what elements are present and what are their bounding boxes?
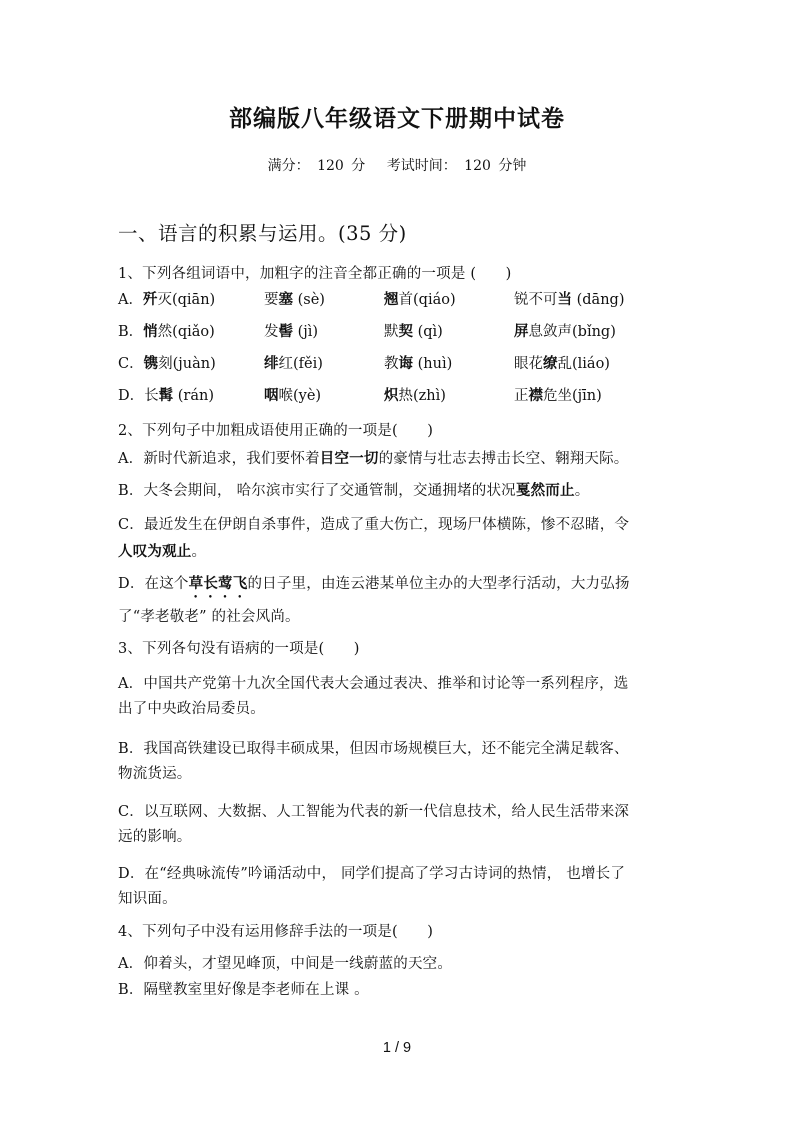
q1-b-item-4: 屏息敛声(bǐng)	[514, 323, 616, 340]
q3-option-a-line-1: A．中国共产党第十九次全国代表大会通过表决、推举和讨论等一系列程序，选	[118, 676, 629, 692]
q1-d-item-1: D．长髯 (rán)	[118, 387, 214, 404]
q1-b-item-2: 发髻 (jì)	[264, 323, 319, 340]
q2-option-c-line-2: 人叹为观止。	[118, 543, 207, 560]
section-heading: 一、语言的积累与运用。(35 分)	[118, 222, 407, 245]
q3-option-b-line-2: 物流货运。	[118, 766, 192, 782]
q1-b-item-1: B．悄然(qiǎo)	[118, 323, 215, 340]
q1-c-item-1: C．镌刻(juàn)	[118, 355, 216, 372]
question-1-stem: 1、下列各组词语中，加粗字的注音全都正确的一项是 ( )	[118, 266, 512, 282]
q1-b-item-3: 默契 (qì)	[384, 323, 443, 340]
q1-a-item-2: 要塞 (sè)	[264, 291, 325, 308]
q2-option-b: B．大冬会期间， 哈尔滨市实行了交通管制，交通拥堵的状况戛然而止。	[118, 482, 590, 499]
q3-option-d-line-1: D．在“经典咏流传”吟诵活动中， 同学们提高了学习古诗词的热情， 也增长了	[118, 866, 626, 882]
q2-option-d-line-2: 了“孝老敬老” 的社会风尚。	[118, 609, 300, 625]
question-4-stem: 4、下列句子中没有运用修辞手法的一项是( )	[118, 924, 434, 940]
q1-c-item-3: 教诲 (huì)	[384, 355, 453, 372]
q1-c-item-2: 绯红(fěi)	[264, 355, 323, 372]
q2-option-c-line-1: C．最近发生在伊朗自杀事件，造成了重大伤亡，现场尸体横陈，惨不忍睹，令	[118, 517, 630, 533]
q1-a-item-4: 锐不可当 (dāng)	[514, 291, 625, 308]
q1-a-item-3: 翘首(qiáo)	[384, 291, 456, 308]
page-number: 1 / 9	[382, 1040, 412, 1056]
q3-option-a-line-2: 出了中央政治局委员。	[118, 701, 265, 717]
q1-c-item-4: 眼花缭乱(liáo)	[514, 355, 610, 372]
q4-option-a: A．仰着头，才望见峰顶，中间是一线蔚蓝的天空。	[118, 956, 453, 972]
q1-a-item-1: A．歼灭(qiān)	[118, 291, 216, 308]
q2-option-a: A．新时代新追求，我们要怀着目空一切的豪情与壮志去搏击长空、翱翔天际。	[118, 450, 629, 467]
q1-d-item-4: 正襟危坐(jīn)	[514, 387, 602, 404]
q3-option-c-line-1: C．以互联网、大数据、人工智能为代表的新一代信息技术，给人民生活带来深	[118, 804, 630, 820]
q3-option-d-line-2: 知识面。	[118, 891, 177, 907]
exam-subtitle: 满分： 120 分 考试时间： 120 分钟	[267, 158, 527, 174]
q1-d-item-2: 咽喉(yè)	[264, 387, 322, 404]
question-2-stem: 2、下列句子中加粗成语使用正确的一项是( )	[118, 423, 434, 439]
question-3-stem: 3、下列各句没有语病的一项是( )	[118, 641, 360, 657]
q3-option-c-line-2: 远的影响。	[118, 829, 192, 845]
exam-title: 部编版八年级语文下册期中试卷	[229, 105, 565, 132]
q1-d-item-3: 炽热(zhì)	[384, 387, 446, 404]
q3-option-b-line-1: B．我国高铁建设已取得丰硕成果，但因市场规模巨大，还不能完全满足载客、	[118, 741, 629, 757]
q2-option-d-line-1: D．在这个草长莺飞的日子里，由连云港某单位主办的大型孝行活动，大力弘扬	[118, 575, 630, 592]
q4-option-b: B．隔壁教室里好像是李老师在上课 。	[118, 982, 369, 998]
